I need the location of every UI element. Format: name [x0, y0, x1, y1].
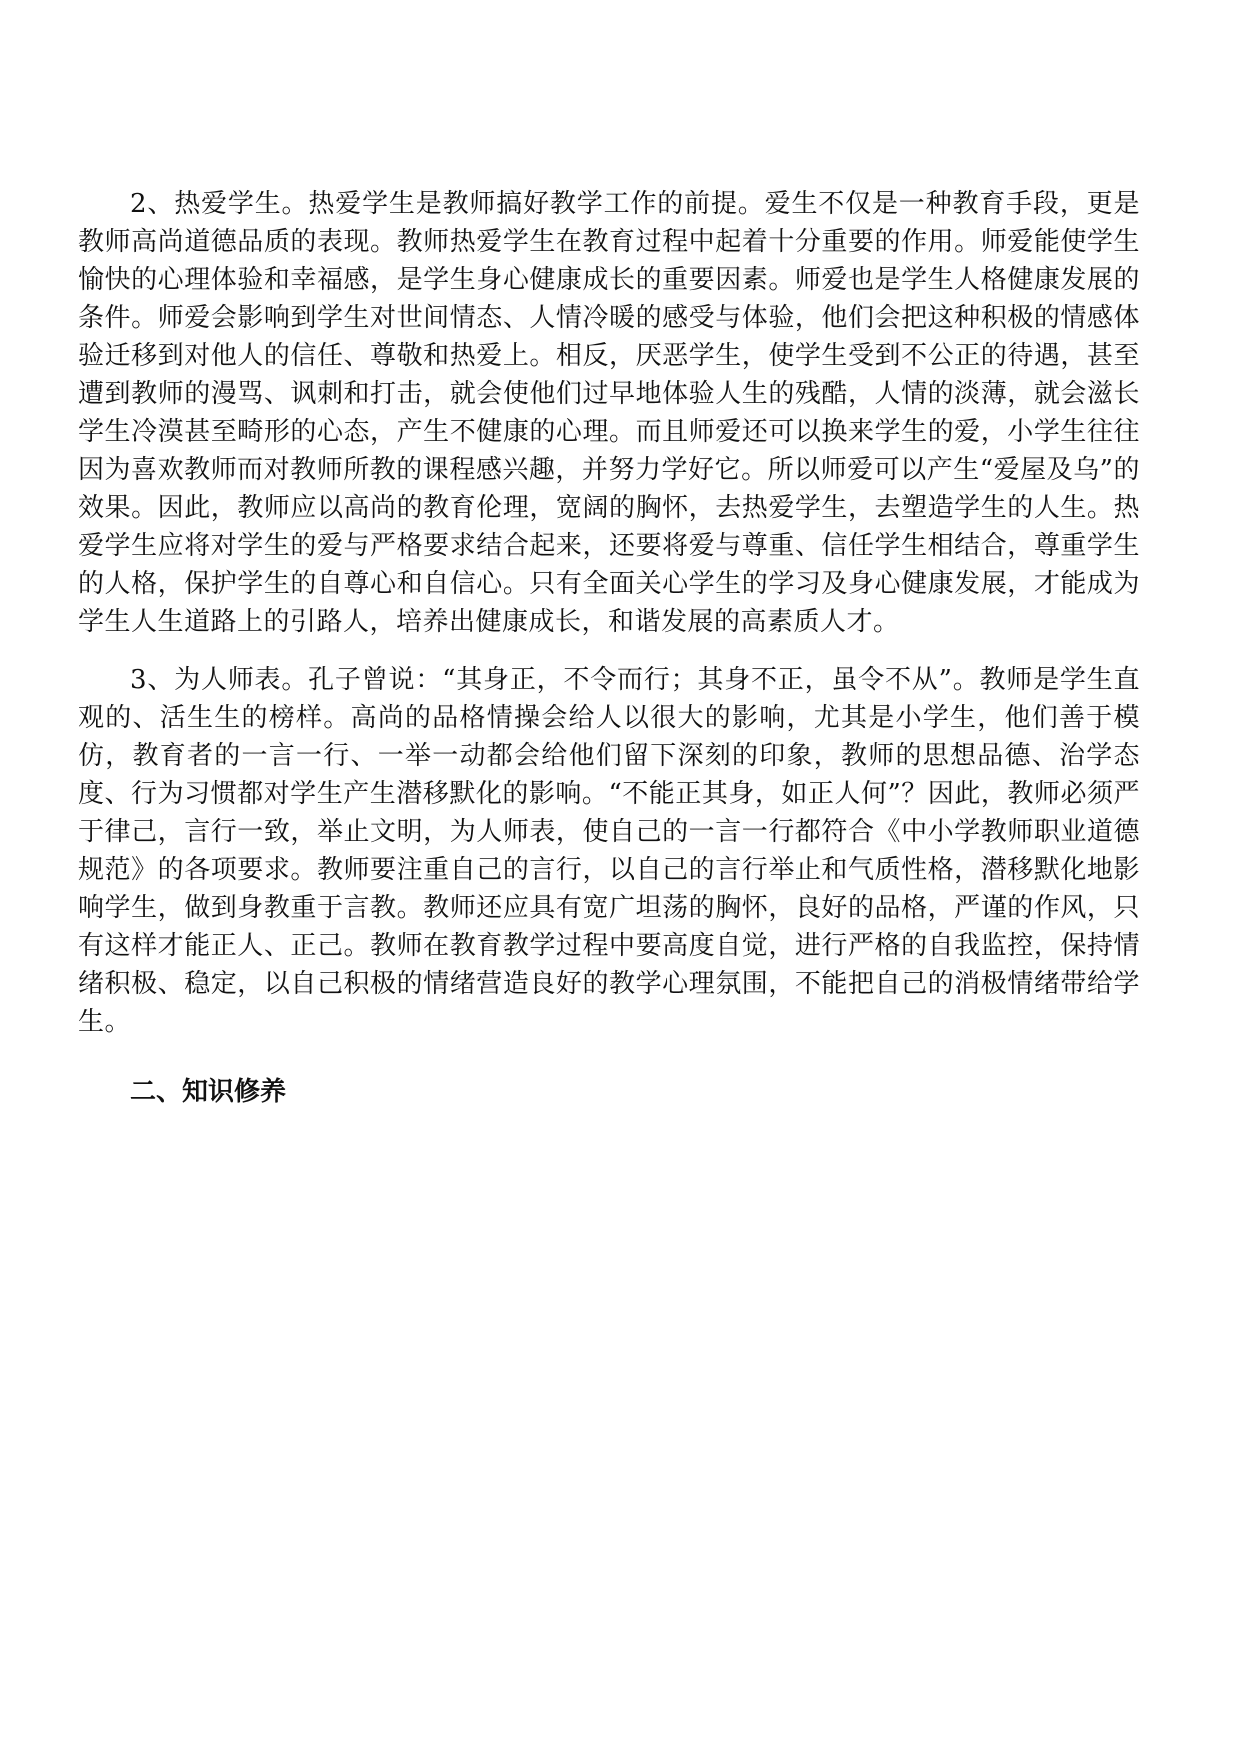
- paragraph-role-model: 3、为人师表。孔子曾说：“其身正，不令而行；其身不正，虽令不从”。教师是学生直观的、活生生的榜样。高尚的品格情操会给人以很大的影响，尤其是小学生，他们善于模仿，教育者的一言一行、一举一动都会给他们留下深刻的印象，教师的思想品德、治学态度、行为习惯都对学生产生潜移默化的影响。“不能正其身，如正人何”？因此，教师必须严于律己，言行一致，举止文明，为人师表，使自己的一言一行都符合《中小学教师职业道德规范》的各项要求。教师要注重自己的言行，以自己的言行举止和气质性格，潜移默化地影响学生，做到身教重于言教。教师还应具有宽广坦荡的胸怀，良好的品格，严谨的作风，只有这样才能正人、正己。教师在教育教学过程中要高度自觉，进行严格的自我监控，保持情绪积极、稳定，以自己积极的情绪营造良好的教学心理氛围，不能把自己的消极情绪带给学生。: [78, 665, 1140, 1037]
- document-page: [78, 185, 1140, 1111]
- paragraph-love-students: 2、热爱学生。热爱学生是教师搞好教学工作的前提。爱生不仅是一种教育手段，更是教师高尚道德品质的表现。教师热爱学生在教育过程中起着十分重要的作用。师爱能使学生愉快的心理体验和幸福感，是学生身心健康成长的重要因素。师爱也是学生人格健康发展的条件。师爱会影响到学生对世间情态、人情冷暖的感受与体验，他们会把这种积极的情感体验迁移到对他人的信任、尊敬和热爱上。相反，厌恶学生，使学生受到不公正的待遇，甚至遭到教师的漫骂、讽刺和打击，就会使他们过早地体验人生的残酷，人情的淡薄，就会滋长学生冷漠甚至畸形的心态，产生不健康的心理。而且师爱还可以换来学生的爱，小学生往往因为喜欢教师而对教师所教的课程感兴趣，并努力学好它。所以师爱可以产生“爱屋及乌”的效果。因此，教师应以高尚的教育伦理，宽阔的胸怀，去热爱学生，去塑造学生的人生。热爱学生应将对学生的爱与严格要求结合起来，还要将爱与尊重、信任学生相结合，尊重学生的人格，保护学生的自尊心和自信心。只有全面关心学生的学习及身心健康发展，才能成为学生人生道路上的引路人，培养出健康成长，和谐发展的高素质人才。: [78, 189, 1140, 637]
- section-heading-knowledge: 二、知识修养: [130, 1077, 287, 1107]
